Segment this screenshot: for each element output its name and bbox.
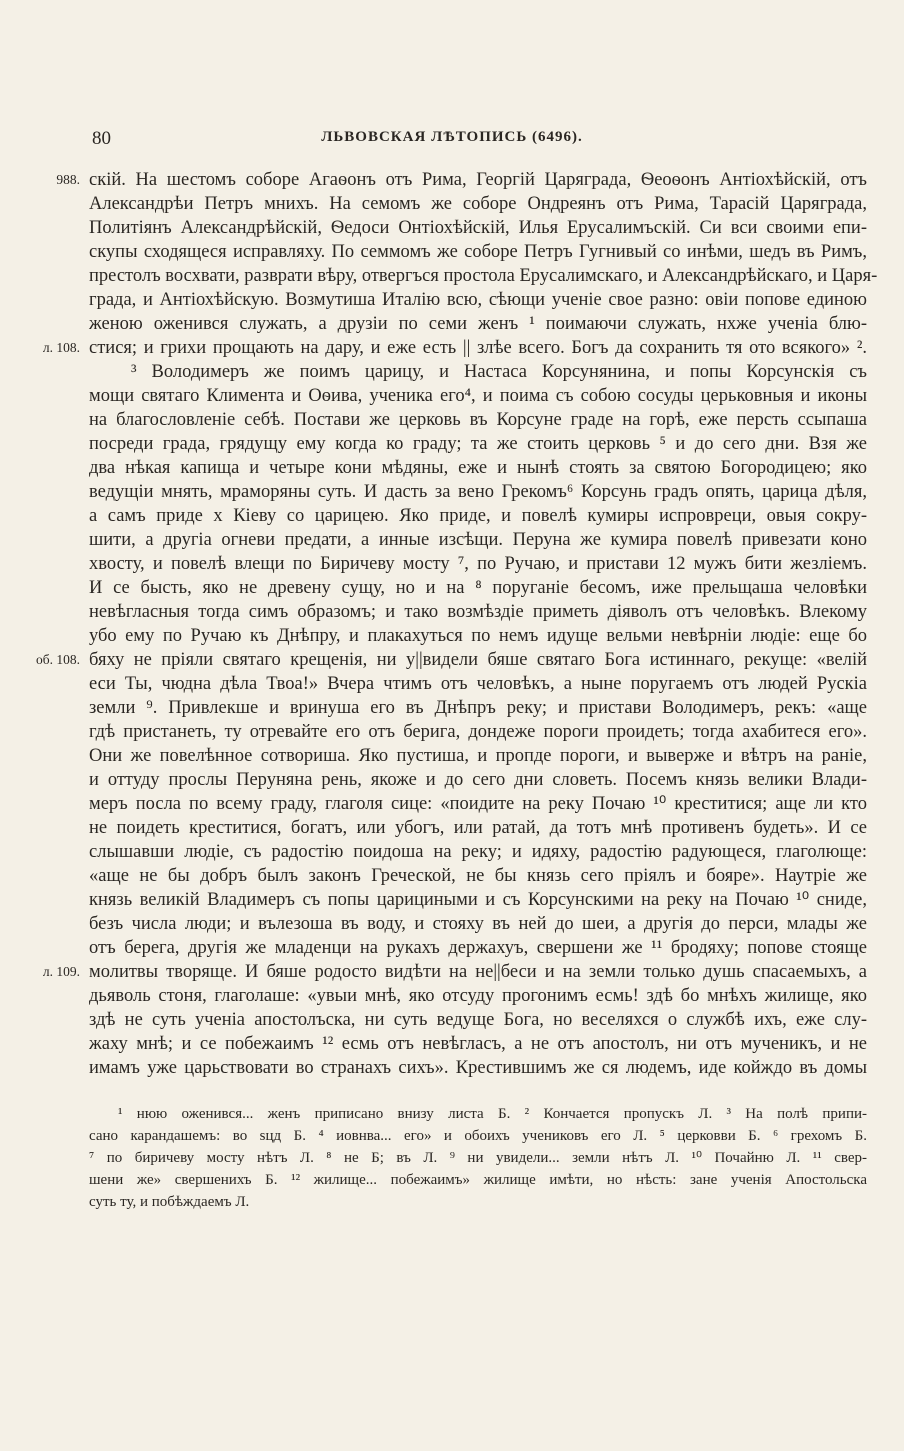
text-line (0, 480, 904, 504)
text-line (0, 168, 904, 192)
text-line (0, 720, 904, 744)
footnote-line (0, 1125, 904, 1147)
text-line (0, 288, 904, 312)
footnote-text: сано карандашемъ: во ѕцд Б. ⁴ иовнва... его» и обоихъ учениковъ его Л. ⁵ церковви Б. ⁶ грехомъ Б. (89, 1128, 867, 1144)
line-text: ведущіи мнять, мраморяны суть. И дасть за вено Грекомъ⁶ Корсунь градъ опять, царица дѣля, (89, 482, 867, 502)
footnote-text: ¹ нюю оженився... женъ приписано внизу листа Б. ² Кончается пропускъ Л. ³ На полѣ припи- (118, 1106, 867, 1122)
line-text: два нѣкая капища и четыре кони мѣдяны, еже и нынѣ стоять за святою Богородицею; яко (89, 458, 867, 478)
line-text: князь великій Владимеръ съ попы царициными и съ Корсунскими на реку на Почаю ¹⁰ сниде, (89, 890, 867, 910)
margin-folio-note: об. 108. (36, 652, 80, 667)
text-line (0, 864, 904, 888)
text-line (0, 624, 904, 648)
line-text: молитвы творяще. И бяше родосто видѣти на не||беси и на земли только душь спасаемыхъ, а (89, 962, 867, 982)
line-text: на благословленіе себѣ. Постави же церковь въ Корсуне граде на горѣ, еже персть ссыпаша (89, 410, 867, 430)
main-text (0, 168, 904, 1080)
line-text: а самъ приде х Кіеву со царицею. Яко приде, и повелѣ кумиры испровреци, овыя сокру- (89, 506, 867, 526)
text-line (0, 984, 904, 1008)
text-line (0, 936, 904, 960)
text-line (0, 1008, 904, 1032)
line-text: И се бысть, яко не древену сущу, но и на ⁸ поруганіе бесомъ, иже прельщаша человѣки (89, 578, 867, 598)
line-text: отъ берега, другія же младенци на рукахъ держахуъ, свершени же ¹¹ бродяху; попове стояще (89, 938, 867, 958)
footnotes (0, 1103, 904, 1213)
line-text: еси Ты, чюдна дѣла Твоа!» Вчера чтимъ отъ человѣкъ, а ныне поругаемъ отъ людей Рускіа (89, 674, 867, 694)
line-text: престолъ восхвати, разврати вѣру, отвергъся простола Ерусалимскаго, и Александрѣйскаго, и Царя- (89, 266, 878, 286)
text-line (0, 312, 904, 336)
text-line (0, 240, 904, 264)
line-text: «аще не бы добръ былъ законъ Греческой, не бы князь сего пріялъ и бояре». Наутріе же (89, 866, 867, 886)
text-line (0, 576, 904, 600)
margin-folio-note: л. 109. (42, 964, 80, 979)
text-line (0, 1032, 904, 1056)
text-line (0, 744, 904, 768)
line-text: бяху не пріяли святаго крещенія, ни у||видели бяше святаго Бога истиннаго, рекуще: «велій (89, 650, 867, 670)
footnote-line (0, 1169, 904, 1191)
text-line (0, 840, 904, 864)
line-text: имамъ уже царьствовати во странахъ сихъ». Крестившимъ же ся людемъ, иде койждо въ домы (89, 1058, 867, 1078)
text-line (0, 384, 904, 408)
line-text: града, и Антіохѣйскую. Возмутиша Италію всю, сѣющи ученіе свое разно: овіи попове единою (89, 290, 867, 310)
line-text: слышавши людіе, съ радостію поидоша на реку; и идяху, радостію радующеся, глаголюще: (89, 842, 867, 862)
line-text: Александрѣи Петръ мнихъ. На семомъ же соборе Ондреянъ отъ Рима, Тарасій Царяграда, (89, 194, 867, 214)
line-text: гдѣ пристанеть, ту отревайте его отъ берига, дондеже пороги проидеть; тогда ахабитеся его». (89, 722, 867, 742)
page-number: 80 (92, 128, 111, 149)
line-text: ³ Володимеръ же поимъ царицу, и Настаса Корсунянина, и попы Корсунскія съ (131, 362, 867, 382)
line-text: невѣгласныя тогда симъ образомъ; и тако возмѣздіе приметь діяволъ отъ человѣкъ. Влекому (89, 602, 867, 622)
line-text: женою оженився служать, а друзіи по семи женъ ¹ поимаючи служать, нхже ученіа блю- (89, 314, 867, 334)
running-title: ЛЬВОВСКАЯ ЛѢТОПИСЬ (6496). (321, 129, 583, 145)
text-line (0, 768, 904, 792)
line-text: жаху мнѣ; и се побежаимъ ¹² есмь отъ невѣгласъ, а не отъ апостолъ, ни отъ мученикъ, и не (89, 1034, 867, 1054)
line-text: не поидеть креститися, богатъ, или убогъ, или ратай, да тотъ мнѣ противенъ будеть». И се (89, 818, 867, 838)
footnote-line (0, 1147, 904, 1169)
text-line (0, 888, 904, 912)
line-text: меръ посла по всему граду, глаголя сице: «поидите на реку Почаю ¹⁰ креститися; аще ли кто (89, 794, 867, 814)
footnote-text: суть ту, и побѣждаемъ Л. (89, 1194, 250, 1210)
text-line (0, 216, 904, 240)
footnote-text: шени же» свершенихъ Б. ¹² жилище... побежаимъ» жилище имѣти, но нѣсть: зане ученія Апостольска (89, 1172, 867, 1188)
text-line (0, 792, 904, 816)
line-text: посреди града, грядущу ему когда ко граду; та же стоить церковь ⁵ и до сего дни. Взя же (89, 434, 867, 454)
text-line (0, 960, 904, 984)
line-text: убо ему по Ручаю къ Днѣпру, и плакахуться по немъ идуще вельми невѣрніи людіе: еще бо (89, 626, 867, 646)
text-line (0, 816, 904, 840)
text-line (0, 264, 904, 288)
text-line (0, 192, 904, 216)
footnote-line (0, 1191, 904, 1213)
text-line (0, 456, 904, 480)
line-text: шити, а другіа огневи предати, а инные изсѣщи. Перуна же кумира повелѣ привезати коно (89, 530, 867, 550)
text-line (0, 408, 904, 432)
line-text: земли ⁹. Привлекше и вринуша его въ Днѣпръ реку; и пристави Володимеръ, рекъ: «аще (89, 698, 867, 718)
line-text: Политіянъ Александрѣйскій, Ѳедоси Онтіохѣйскій, Илья Ерусалимъскій. Си вси своими епи- (89, 218, 867, 238)
margin-folio-note: л. 108. (42, 340, 80, 355)
line-text: Они же повелѣнное сотвориша. Яко пустиша, и пропде пороги, и выверже и вѣтръ на раніе, (89, 746, 867, 766)
footnote-text: ⁷ по биричеву мосту нѣтъ Л. ⁸ не Б; въ Л. ⁹ ни увидели... земли нѣтъ Л. ¹⁰ Почайню Л. ¹¹ свер- (89, 1150, 867, 1166)
line-text: и оттуду прослы Перуняна рень, якоже и до сего дни словеть. Посемъ князь велики Влади- (89, 770, 867, 790)
line-text: стися; и грихи прощають на дару, и еже есть || злѣе всего. Богъ да сохранить тя ото всякого» ². (89, 338, 867, 358)
text-line (0, 336, 904, 360)
line-text: скій. На шестомъ соборе Агаѳонъ отъ Рима, Георгій Царяграда, Ѳеоѳонъ Антіохѣйскій, отъ (89, 170, 867, 190)
text-line (0, 504, 904, 528)
text-line (0, 648, 904, 672)
text-line (0, 360, 904, 384)
text-line (0, 600, 904, 624)
line-text: скупы сходящеся исправляху. По семмомъ же соборе Петръ Гугнивый со инѣми, шедъ въ Римъ, (89, 242, 867, 262)
line-text: мощи святаго Климента и Оѳива, ученика его⁴, и поима съ собою сосуды церьковныя и иконы (89, 386, 867, 406)
margin-folio-note: 988. (56, 172, 80, 187)
page-header (0, 128, 904, 154)
line-text: дьяволь стоня, глаголаше: «увыи мнѣ, яко отсуду прогонимъ есмь! здѣ бо мнѣхъ жилище, яко (89, 986, 867, 1006)
text-line (0, 672, 904, 696)
line-text: безъ числа люди; и вълезоша въ воду, и стояху въ ней до шеи, а другія до перси, млады же (89, 914, 867, 934)
line-text: здѣ не суть ученіа апостолъска, ни суть ведуще Бога, но веселяхся о службѣ ихъ, еже слу- (89, 1010, 867, 1030)
text-line (0, 432, 904, 456)
line-text: хвосту, и повелѣ влещи по Биричеву мосту ⁷, по Ручаю, и пристави 12 мужъ бити жезліемъ. (89, 554, 867, 574)
text-line (0, 696, 904, 720)
text-line (0, 552, 904, 576)
text-line (0, 528, 904, 552)
text-line (0, 912, 904, 936)
text-line (0, 1056, 904, 1080)
footnote-line (0, 1103, 904, 1125)
